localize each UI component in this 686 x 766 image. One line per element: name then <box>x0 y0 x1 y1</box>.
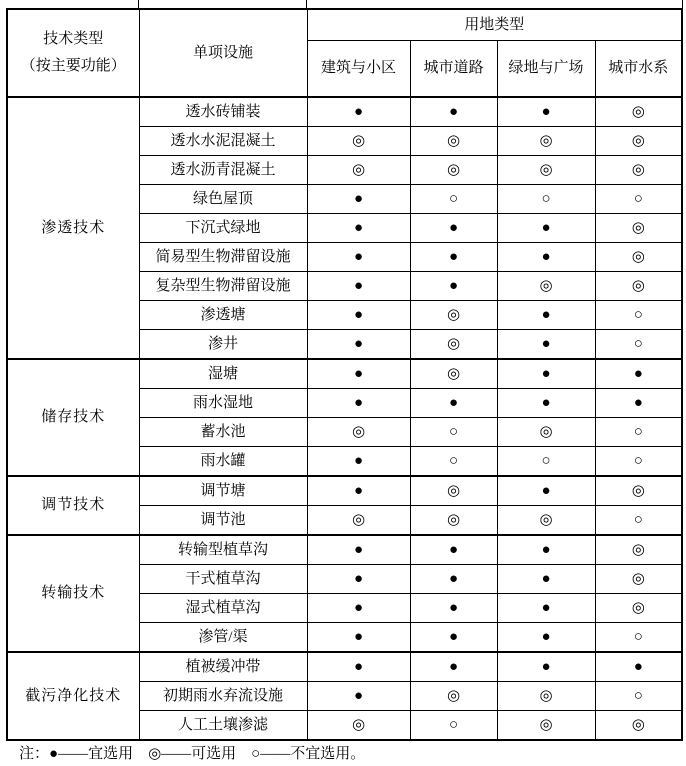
note-item: ○——不宜选用 <box>251 746 351 762</box>
facility-cell: 渗透塘 <box>139 301 307 330</box>
facility-cell: 绿色屋顶 <box>139 185 307 214</box>
facility-cell: 蓄水池 <box>139 418 307 447</box>
note-prefix: 注： <box>19 746 50 762</box>
facility-cell: 渗井 <box>139 330 307 360</box>
mark-cell: ○ <box>410 711 497 741</box>
mark-cell: ○ <box>497 447 595 477</box>
facility-cell: 湿式植草沟 <box>139 594 307 623</box>
table-row <box>7 359 682 389</box>
mark-cell: ● <box>410 214 497 243</box>
mark-cell: ● <box>410 272 497 301</box>
mark-cell: ● <box>410 535 497 565</box>
mark-cell: ● <box>497 330 595 360</box>
mark-cell: ◎ <box>595 156 682 185</box>
mark-cell: ● <box>307 301 410 330</box>
facility-cell: 植被缓冲带 <box>139 652 307 682</box>
mark-cell: ● <box>410 594 497 623</box>
mark-cell: ○ <box>410 185 497 214</box>
facility-cell: 复杂型生物滞留设施 <box>139 272 307 301</box>
mark-cell: ◎ <box>410 682 497 711</box>
mark-cell: ● <box>410 243 497 272</box>
mark-cell: ● <box>307 623 410 653</box>
mark-cell: ◎ <box>497 711 595 741</box>
mark-cell: ● <box>307 185 410 214</box>
facility-cell: 湿塘 <box>139 359 307 389</box>
table-row <box>7 97 682 127</box>
mark-cell: ○ <box>595 682 682 711</box>
mark-cell: ◎ <box>410 330 497 360</box>
facility-cell: 简易型生物滞留设施 <box>139 243 307 272</box>
tech-type-cell: 调节技术 <box>7 476 139 535</box>
table-row <box>7 652 682 682</box>
mark-cell: ● <box>307 594 410 623</box>
mark-cell: ◎ <box>497 506 595 536</box>
facility-cell: 下沉式绿地 <box>139 214 307 243</box>
mark-cell: ● <box>497 565 595 594</box>
facility-cell: 转输型植草沟 <box>139 535 307 565</box>
mark-cell: ● <box>497 389 595 418</box>
note-item: ●——宜选用 <box>49 746 134 762</box>
mark-cell: ● <box>307 565 410 594</box>
mark-cell: ○ <box>497 185 595 214</box>
mark-cell: ○ <box>595 330 682 360</box>
facility-cell: 透水砖铺装 <box>139 97 307 127</box>
header-row-1 <box>7 9 682 41</box>
mark-cell: ◎ <box>595 97 682 127</box>
header-col-building: 建筑与小区 <box>307 41 410 98</box>
mark-cell: ◎ <box>497 682 595 711</box>
mark-cell: ● <box>497 243 595 272</box>
mark-cell: ● <box>307 243 410 272</box>
mark-cell: ◎ <box>595 272 682 301</box>
tech-type-cell: 渗透技术 <box>7 97 139 359</box>
mark-cell: ● <box>410 389 497 418</box>
header-col-green-square: 绿地与广场 <box>497 41 595 98</box>
mark-cell: ◎ <box>307 506 410 536</box>
facility-cell: 调节池 <box>139 506 307 536</box>
mark-cell: ◎ <box>410 359 497 389</box>
mark-cell: ● <box>307 389 410 418</box>
facility-cell: 人工土壤渗滤 <box>139 711 307 741</box>
facility-cell: 调节塘 <box>139 476 307 506</box>
mark-cell: ● <box>595 389 682 418</box>
mark-cell: ● <box>497 623 595 653</box>
header-col-water-system: 城市水系 <box>595 41 682 98</box>
mark-cell: ● <box>307 535 410 565</box>
note-item: ◎——可选用 <box>148 746 237 762</box>
header-col-road: 城市道路 <box>410 41 497 98</box>
mark-cell: ◎ <box>410 301 497 330</box>
mark-cell: ○ <box>410 418 497 447</box>
mark-cell: ○ <box>595 447 682 477</box>
mark-cell: ● <box>307 447 410 477</box>
mark-cell: ○ <box>595 623 682 653</box>
mark-cell: ● <box>410 97 497 127</box>
facility-cell: 渗管/渠 <box>139 623 307 653</box>
mark-cell: ◎ <box>497 272 595 301</box>
mark-cell: ● <box>497 359 595 389</box>
mark-cell: ◎ <box>595 594 682 623</box>
mark-cell: ○ <box>595 418 682 447</box>
mark-cell: ◎ <box>307 127 410 156</box>
facility-cell: 干式植草沟 <box>139 565 307 594</box>
mark-cell: ● <box>497 594 595 623</box>
facility-cell: 透水沥青混凝土 <box>139 156 307 185</box>
mark-cell: ◎ <box>595 127 682 156</box>
facility-cell: 透水水泥混凝土 <box>139 127 307 156</box>
header-land-use-group: 用地类型 <box>307 9 682 41</box>
mark-cell: ● <box>497 476 595 506</box>
mark-cell: ○ <box>410 447 497 477</box>
facility-cell: 雨水湿地 <box>139 389 307 418</box>
mark-cell: ○ <box>595 506 682 536</box>
mark-cell: ● <box>307 682 410 711</box>
mark-cell: ◎ <box>410 156 497 185</box>
mark-cell: ● <box>307 476 410 506</box>
mark-cell: ◎ <box>595 711 682 741</box>
note-suffix: 。 <box>350 746 366 762</box>
mark-cell: ◎ <box>307 418 410 447</box>
facility-cell: 初期雨水弃流设施 <box>139 682 307 711</box>
table-row <box>7 476 682 506</box>
mark-cell: ● <box>497 97 595 127</box>
mark-cell: ◎ <box>410 127 497 156</box>
mark-cell: ● <box>410 565 497 594</box>
tech-type-cell: 储存技术 <box>7 359 139 476</box>
mark-cell: ◎ <box>595 565 682 594</box>
mark-cell: ● <box>307 330 410 360</box>
table-row <box>7 535 682 565</box>
mark-cell: ● <box>595 652 682 682</box>
mark-cell: ● <box>497 652 595 682</box>
facility-cell: 雨水罐 <box>139 447 307 477</box>
header-tech-type <box>7 9 139 97</box>
header-facility: 单项设施 <box>139 9 307 97</box>
tech-type-cell: 转输技术 <box>7 535 139 652</box>
mark-cell: ◎ <box>307 711 410 741</box>
mark-cell: ● <box>497 535 595 565</box>
mark-cell: ○ <box>595 185 682 214</box>
mark-cell: ● <box>497 301 595 330</box>
mark-cell: ● <box>307 272 410 301</box>
table-body <box>7 97 682 740</box>
mark-cell: ● <box>410 652 497 682</box>
mark-cell: ◎ <box>410 506 497 536</box>
mark-cell: ● <box>595 359 682 389</box>
mark-cell: ● <box>410 623 497 653</box>
header-tech-type-line2: （按主要功能） <box>20 58 126 74</box>
mark-cell: ◎ <box>595 476 682 506</box>
legend-note <box>19 742 365 763</box>
mark-cell: ◎ <box>497 127 595 156</box>
mark-cell: ◎ <box>497 418 595 447</box>
table-header <box>7 9 682 97</box>
mark-cell: ◎ <box>307 156 410 185</box>
mark-cell: ◎ <box>497 156 595 185</box>
mark-cell: ● <box>307 97 410 127</box>
mark-cell: ◎ <box>595 214 682 243</box>
mark-cell: ◎ <box>410 476 497 506</box>
tech-type-cell: 截污净化技术 <box>7 652 139 740</box>
mark-cell: ○ <box>595 301 682 330</box>
mark-cell: ● <box>307 652 410 682</box>
mark-cell: ◎ <box>595 243 682 272</box>
mark-cell: ● <box>307 214 410 243</box>
mark-cell: ● <box>497 214 595 243</box>
header-tech-type-line1: 技术类型 <box>43 31 104 47</box>
mark-cell: ◎ <box>595 535 682 565</box>
mark-cell: ● <box>307 359 410 389</box>
facility-selection-table <box>6 8 683 741</box>
